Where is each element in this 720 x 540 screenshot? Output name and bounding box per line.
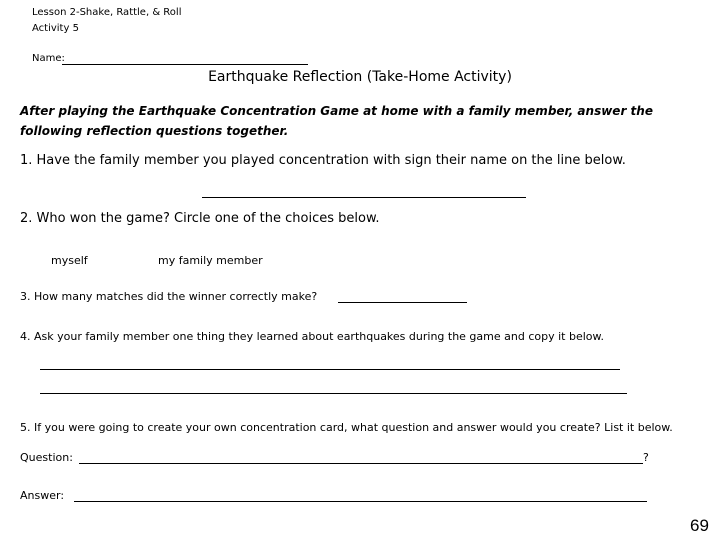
- matches-answer-line[interactable]: [338, 302, 467, 303]
- name-label: Name:: [32, 53, 65, 64]
- question-5: 5. If you were going to create your own concentration card, what question and answer would you create? List it below.: [20, 421, 673, 434]
- lesson-label: Lesson 2-Shake, Rattle, & Roll: [32, 7, 182, 18]
- answer-label: Answer:: [20, 489, 65, 502]
- answer-line[interactable]: [74, 501, 647, 502]
- question-3: 3. How many matches did the winner correctly make?: [20, 290, 318, 303]
- question-mark: ?: [643, 451, 649, 464]
- activity-label: Activity 5: [32, 23, 79, 34]
- signature-line[interactable]: [202, 197, 526, 198]
- page-title: Earthquake Reflection (Take-Home Activity): [208, 69, 512, 85]
- instructions: After playing the Earthquake Concentration Game at home with a family member, answer the following reflection questions together.: [20, 104, 653, 138]
- question-1: 1. Have the family member you played concentration with sign their name on the line below.: [20, 153, 626, 168]
- page-number: 69: [690, 516, 709, 535]
- question-answer-line[interactable]: [79, 463, 643, 464]
- question-2: 2. Who won the game? Circle one of the choices below.: [20, 211, 380, 226]
- choice-family-member[interactable]: my family member: [158, 254, 263, 267]
- learned-answer-line-1[interactable]: [40, 369, 620, 370]
- name-line[interactable]: [62, 64, 308, 65]
- question-label: Question:: [20, 451, 73, 464]
- question-4: 4. Ask your family member one thing they learned about earthquakes during the game and copy it below.: [20, 330, 604, 343]
- learned-answer-line-2[interactable]: [40, 393, 627, 394]
- choice-myself[interactable]: myself: [51, 254, 88, 267]
